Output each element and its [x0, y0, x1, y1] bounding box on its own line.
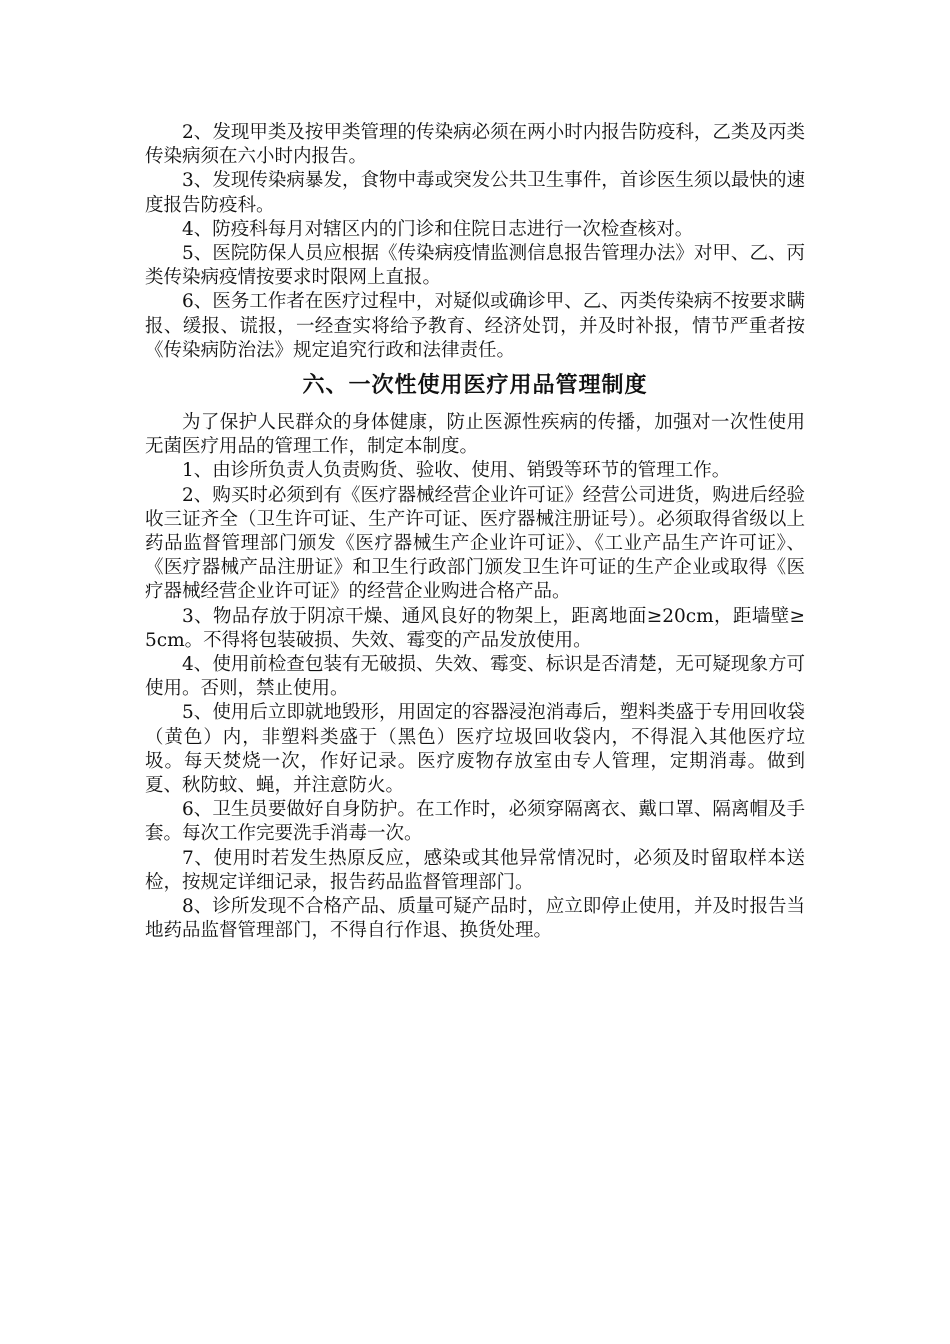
rule-item-3: 3、物品存放于阴凉干燥、通风良好的物架上，距离地面≥20cm，距墙壁≥5cm。不得将包装破损、失效、霉变的产品发放使用。	[145, 605, 805, 651]
rule-item-1: 1、由诊所负责人负责购货、验收、使用、销毁等环节的管理工作。	[182, 460, 731, 482]
paragraph-item-6: 6、医务工作者在医疗过程中，对疑似或确诊甲、乙、丙类传染病不按要求瞒报、缓报、谎报，一经查实将给予教育、经济处罚，并及时补报，情节严重者按《传染病防治法》规定追究行政和法律责任。	[145, 291, 805, 361]
intro-paragraph: 为了保护人民群众的身体健康，防止医源性疾病的传播，加强对一次性使用无菌医疗用品的管理工作，制定本制度。	[145, 412, 805, 458]
rule-item-6: 6、卫生员要做好自身防护。在工作时，必须穿隔离衣、戴口罩、隔离帽及手套。每次工作完要洗手消毒一次。	[145, 799, 805, 845]
document-body	[145, 121, 805, 944]
paragraph-item-4: 4、防疫科每月对辖区内的门诊和住院日志进行一次检查核对。	[182, 218, 694, 240]
section-heading: 六、一次性使用医疗用品管理制度	[302, 373, 648, 399]
paragraph-item-3: 3、发现传染病暴发，食物中毒或突发公共卫生事件，首诊医生须以最快的速度报告防疫科。	[145, 170, 805, 216]
section-top	[145, 121, 805, 363]
rule-item-7: 7、使用时若发生热原反应，感染或其他异常情况时，必须及时留取样本送检，按规定详细记录，报告药品监督管理部门。	[145, 847, 805, 893]
rule-item-8: 8、诊所发现不合格产品、质量可疑产品时，应立即停止使用，并及时报告当地药品监督管理部门，不得自行作退、换货处理。	[145, 896, 805, 942]
rule-item-4: 4、使用前检查包装有无破损、失效、霉变、标识是否清楚，无可疑现象方可使用。否则，禁止使用。	[145, 654, 805, 700]
rule-item-5: 5、使用后立即就地毁形，用固定的容器浸泡消毒后，塑料类盛于专用回收袋（黄色）内，非塑料类盛于（黑色）医疗垃圾回收袋内，不得混入其他医疗垃圾。每天焚烧一次，作好记录。医疗废物存放室由专人管理，定期消毒。做到夏、秋防蚊、蝇，并注意防火。	[145, 702, 805, 797]
paragraph-item-2: 2、发现甲类及按甲类管理的传染病必须在两小时内报告防疫科，乙类及丙类传染病须在六小时内报告。	[145, 122, 805, 168]
paragraph-item-5: 5、医院防保人员应根据《传染病疫情监测信息报告管理办法》对甲、乙、丙类传染病疫情按要求时限网上直报。	[145, 243, 805, 289]
rule-item-2: 2、购买时必须到有《医疗器械经营企业许可证》经营公司进货，购进后经验收三证齐全（卫生许可证、生产许可证、医疗器械注册证号）。必须取得省级以上药品监督管理部门颁发《医疗器械生产企业许可证》、《工业产品生产许可证》、《医疗器械产品注册证》和卫生行政部门颁发卫生许可证的生产企业或取得《医疗器械经营企业许可证》的经营企业购进合格产品。	[145, 484, 805, 603]
section-six	[145, 411, 805, 943]
